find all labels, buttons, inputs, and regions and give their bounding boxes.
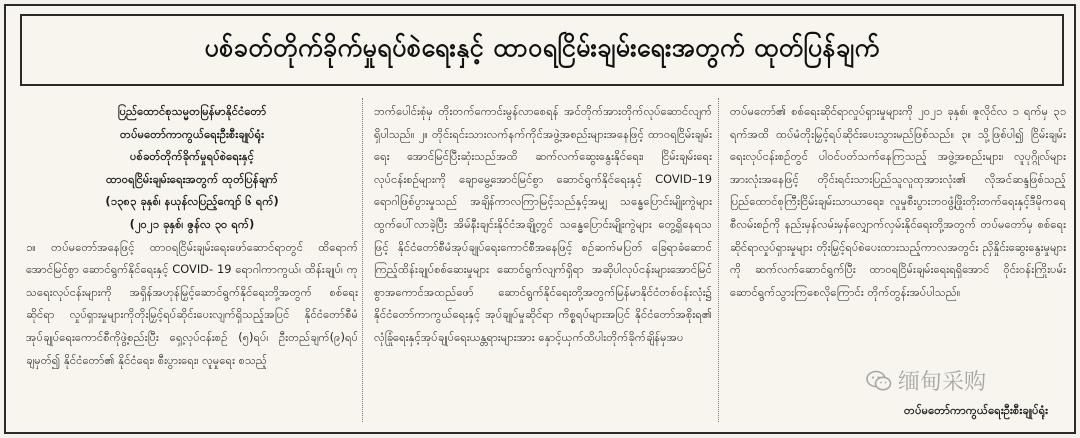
signature: တပ်မတော်ကာကွယ်ရေးဦးစီးချုပ်ရုံး bbox=[904, 403, 1048, 417]
watermark bbox=[866, 365, 986, 396]
column-divider bbox=[362, 98, 363, 422]
header-line-2: တပ်မတော်ကာကွယ်ရေးဦးစီးချုပ်ရုံး bbox=[120, 126, 264, 141]
header-line-5: (၁၃၈၃ ခုနှစ်၊ နယုန်လပြည့်ကျော် ၆ ရက်) bbox=[105, 194, 279, 209]
header-line-1: ပြည်ထောင်စုသမ္မတမြန်မာနိုင်ငံတော် bbox=[117, 104, 267, 118]
paragraph-3: တပ်မတော်၏ စစ်ရေးဆိုင်ရာလှုပ်ရှားမှုများကို ၂၀၂၁ ခုနှစ်၊ ဇူလိုင်လ ၁ ရက်မှ ၃၁ ရက်အထိ ထပ်မံတိုးမြှင့်ရပ်ဆိုင်းပေးသွားမည်ဖြစ်သည်။ ၃။ သို့ဖြစ်ပါ၍ ငြိမ်းချမ်းရေးလုပ်ငန်းစဉ်တွင် ပါဝင်ပတ်သက်နေကြသည့် အဖွဲ့အစည်းများ၊ လူပုဂ္ဂိုလ်များအားလုံးအနေဖြင့် တိုင်းရင်းသားပြည်သူလူထုအားလုံး၏ လိုအင်ဆန္ဒဖြစ်သည့် ပြည်ထောင်စုကြီးငြိမ်းချမ်းသာယာရေး၊ လူမှုစီးပွားဘဝဖွံ့ဖြိုးတိုးတက်ရေးနှင့်ဒီမိုကရေစီလမ်းစဉ်ကို နည်းမှန်လမ်းမှန်လျှောက်လှမ်းနိုင်ရေးတို့အတွက် တပ်မတော်မှ စစ်ရေးဆိုင်ရာလှုပ်ရှားမှုများ တိုးမြှင့်ရပ်စဲပေးထားသည့်ကာလအတွင်း ညှိနှိုင်းဆွေးနွေးမှုများကို ဆက်လက်ဆောင်ရွက်ပြီး ထာဝရငြိမ်းချမ်းရေးရရှိအောင် ဝိုင်းဝန်းကြိုးပမ်းဆောင်ရွက်သွားကြစေလိုကြောင်း တိုက်တွန်းအပ်ပါသည်။ bbox=[730, 104, 1066, 299]
notice-header bbox=[26, 100, 358, 236]
paragraph-2: ဘက်ပေါင်းစုံမှ တိုးတက်ကောင်းမွန်လာစေရန် အင်တိုက်အားတိုက်လုပ်ဆောင်လျက်ရှိပါသည်။ ၂။ တိုင်းရင်းသားလက်နက်ကိုင်အဖွဲ့အစည်းများအနေဖြင့် ထာဝရငြိမ်းချမ်းရေး အောင်မြင်ပြီးဆုံးသည်အထိ ဆက်လက်ဆွေးနွေးနိုင်ရေး၊ ငြိမ်းချမ်းရေးလုပ်ငန်းစဉ်များကို ချောမွေ့အောင်မြင်စွာ ဆောင်ရွက်နိုင်ရေးနှင့် COVID–19 ရောဂါဖြစ်ပွားမှုသည် အချိန်ကာလကြာမြင့်သည်နှင့်အမျှ သန္ဓေပြောင်းမျိုးကွဲများ ထွက်ပေါ်လာခဲ့ပြီး အိမ်နီးချင်းနိုင်ငံအချို့တွင် သန္ဓေပြောင်းမျိုးကွဲများ တွေ့ရှိနေရသဖြင့် နိုင်ငံတော်စီမံအုပ်ချုပ်ရေးကောင်စီအနေဖြင့် စဉ်ဆက်မပြတ် ခြေရာခံဆောင်ကြည့်ထိန်းချုပ်စစ်ဆေးမှုများ ဆောင်ရွက်လျက်ရှိရာ အဆိုပါလုပ်ငန်းများအောင်မြင်စွာအကောင်အထည်ဖော် ဆောင်ရွက်နိုင်ရေးတို့အတွက်မြန်မာနိုင်ငံတစ်ဝန်းလုံး၌ နိုင်ငံတော်ကာကွယ်ရေးနှင့် အုပ်ချုပ်မှုဆိုင်ရာ ကိစ္စရပ်များအပြင် နိုင်ငံတော်အစိုးရ၏ လုံခြုံရေးနှင့်အုပ်ချုပ်ရေးယန္တရားများအား နှောင့်ယှက်ထိပါးတိုက်ခိုက်ချိန်မှအပ bbox=[374, 104, 712, 344]
headline: ပစ်ခတ်တိုက်ခိုက်မှုရပ်စဲရေးနှင့် ထာဝရငြိမ်းချမ်းရေးအတွက် ထုတ်ပြန်ချက် bbox=[204, 32, 880, 62]
header-line-4: ထာဝရငြိမ်းချမ်းရေးအတွက် ထုတ်ပြန်ချက် bbox=[106, 171, 278, 186]
notice-frame bbox=[4, 4, 1076, 434]
headline-box bbox=[20, 14, 1064, 86]
watermark-text: 缅甸采购 bbox=[897, 370, 986, 395]
column-divider bbox=[718, 98, 719, 422]
column-2 bbox=[374, 100, 712, 420]
column-1 bbox=[26, 100, 358, 420]
header-line-3: ပစ်ခတ်တိုက်ခိုက်မှုရပ်စဲရေးနှင့် bbox=[130, 149, 254, 164]
header-line-6: (၂၀၂၁ ခုနှစ်၊ ဇွန်လ ၃၀ ရက်) bbox=[129, 216, 255, 231]
paragraph-1: ၁။ တပ်မတော်အနေဖြင့် ထာဝရငြိမ်းချမ်းရေးဖော်ဆောင်ရာတွင် ထိရောက်အောင်မြင်စွာ ဆောင်ရွက်နိုင်ရေးနှင့် COVID- 19 ရောဂါကာကွယ်၊ ထိန်းချုပ်၊ ကုသရေးလုပ်ငန်းများကို အရှိန်အဟုန်မြှင့်ဆောင်ရွက်နိုင်ရေးတို့အတွက် စစ်ရေးဆိုင်ရာ လှုပ်ရှားမှုများကိုတိုးမြှင့်ရပ်ဆိုင်းပေးလျက်ရှိသည့်အပြင် နိုင်ငံတော်စီမံအုပ်ချုပ်ရေးကောင်စီကိုဖွဲ့စည်းပြီး ရှေ့လုပ်ငန်းစဉ် (၅)ရပ်၊ ဦးတည်ချက်(၉)ရပ်ချမှတ်၍ နိုင်ငံတော်၏ နိုင်ငံရေး၊ စီးပွားရေး၊ လူမှုရေး စသည့် bbox=[26, 239, 358, 367]
wechat-icon bbox=[866, 370, 892, 392]
